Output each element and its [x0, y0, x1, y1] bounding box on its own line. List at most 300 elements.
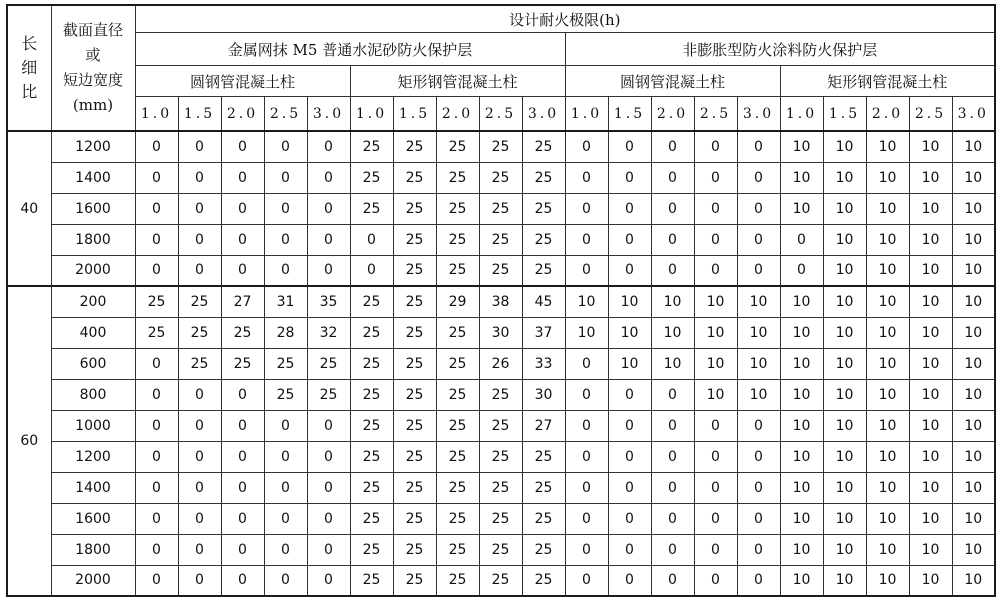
thickness-cell: 0: [178, 255, 221, 286]
thickness-cell: 29: [436, 286, 479, 317]
table-row: [7, 410, 995, 441]
table-row: [7, 131, 995, 162]
fire-limit-header: 设计耐火极限(h): [135, 5, 995, 33]
dimension-value: 200: [51, 286, 135, 317]
thickness-cell: 10: [780, 162, 823, 193]
thickness-cell: 10: [823, 534, 866, 565]
thickness-cell: 0: [135, 441, 178, 472]
document-page: [6, 4, 994, 597]
thickness-cell: 0: [221, 503, 264, 534]
thickness-cell: 25: [350, 348, 393, 379]
thickness-cell: 10: [909, 348, 952, 379]
thickness-cell: 10: [909, 441, 952, 472]
thickness-cell: 0: [651, 441, 694, 472]
hour-header-cell: 3.0: [522, 97, 565, 132]
thickness-cell: 25: [393, 503, 436, 534]
thickness-cell: 10: [780, 193, 823, 224]
thickness-cell: 25: [393, 224, 436, 255]
thickness-cell: 10: [780, 348, 823, 379]
dimension-value: 1600: [51, 503, 135, 534]
thickness-cell: 0: [565, 441, 608, 472]
thickness-cell: 10: [780, 503, 823, 534]
thickness-cell: 0: [737, 131, 780, 162]
thickness-cell: 0: [608, 224, 651, 255]
thickness-cell: 0: [694, 255, 737, 286]
thickness-cell: 25: [350, 286, 393, 317]
slenderness-value: 40: [7, 131, 51, 286]
thickness-cell: 10: [780, 286, 823, 317]
dimension-header-line: 或: [85, 46, 101, 64]
thickness-cell: 10: [823, 503, 866, 534]
thickness-cell: 10: [651, 317, 694, 348]
thickness-cell: 28: [264, 317, 307, 348]
thickness-cell: 0: [694, 131, 737, 162]
table-row: [7, 317, 995, 348]
table-row: [7, 162, 995, 193]
thickness-cell: 0: [307, 472, 350, 503]
thickness-cell: 25: [178, 286, 221, 317]
thickness-cell: 0: [135, 131, 178, 162]
thickness-cell: 0: [307, 441, 350, 472]
thickness-cell: 25: [221, 348, 264, 379]
thickness-cell: 25: [436, 317, 479, 348]
hour-header-cell: 1.0: [350, 97, 393, 132]
thickness-cell: 0: [737, 472, 780, 503]
thickness-cell: 25: [264, 379, 307, 410]
thickness-cell: 0: [608, 472, 651, 503]
thickness-cell: 10: [823, 317, 866, 348]
thickness-cell: 10: [909, 131, 952, 162]
thickness-cell: 10: [823, 565, 866, 596]
table-row: [7, 565, 995, 596]
table-row: [7, 379, 995, 410]
thickness-cell: 10: [737, 348, 780, 379]
column-type-header: 圆钢管混凝土柱: [565, 66, 780, 97]
thickness-cell: 0: [221, 162, 264, 193]
thickness-cell: 25: [393, 565, 436, 596]
hour-header-cell: 1.5: [608, 97, 651, 132]
thickness-cell: 10: [909, 379, 952, 410]
thickness-cell: 0: [651, 131, 694, 162]
thickness-cell: 25: [479, 441, 522, 472]
thickness-cell: 10: [565, 317, 608, 348]
table-row: [7, 503, 995, 534]
thickness-cell: 0: [135, 348, 178, 379]
thickness-cell: 0: [307, 131, 350, 162]
thickness-cell: 0: [135, 224, 178, 255]
table-row: [7, 255, 995, 286]
thickness-cell: 25: [479, 410, 522, 441]
thickness-cell: 0: [565, 348, 608, 379]
thickness-cell: 10: [866, 441, 909, 472]
thickness-cell: 0: [178, 534, 221, 565]
thickness-cell: 0: [178, 565, 221, 596]
thickness-cell: 0: [178, 224, 221, 255]
thickness-cell: 10: [565, 286, 608, 317]
dimension-header-line: (mm): [72, 96, 114, 114]
thickness-cell: 25: [307, 379, 350, 410]
dimension-value: 800: [51, 379, 135, 410]
thickness-cell: 0: [608, 441, 651, 472]
thickness-cell: 0: [651, 224, 694, 255]
thickness-cell: 0: [694, 162, 737, 193]
thickness-cell: 0: [694, 410, 737, 441]
slenderness-header-line: 长: [21, 34, 38, 53]
thickness-cell: 0: [221, 565, 264, 596]
thickness-cell: 10: [866, 472, 909, 503]
thickness-cell: 25: [436, 162, 479, 193]
thickness-cell: 10: [737, 317, 780, 348]
thickness-cell: 0: [135, 193, 178, 224]
thickness-cell: 0: [651, 379, 694, 410]
thickness-cell: 0: [307, 193, 350, 224]
hour-header-cell: 2.0: [436, 97, 479, 132]
table-row: [7, 441, 995, 472]
thickness-cell: 10: [952, 565, 995, 596]
thickness-cell: 25: [350, 441, 393, 472]
thickness-cell: 0: [780, 255, 823, 286]
thickness-cell: 35: [307, 286, 350, 317]
table-header: [7, 5, 995, 131]
thickness-cell: 0: [694, 565, 737, 596]
table-row: [7, 534, 995, 565]
thickness-cell: 25: [479, 255, 522, 286]
thickness-cell: 25: [393, 131, 436, 162]
thickness-cell: 0: [608, 534, 651, 565]
thickness-cell: 0: [565, 131, 608, 162]
thickness-cell: 0: [178, 410, 221, 441]
thickness-cell: 10: [737, 379, 780, 410]
thickness-cell: 10: [866, 286, 909, 317]
thickness-cell: 25: [479, 162, 522, 193]
hours-header-row: [7, 97, 995, 132]
thickness-cell: 0: [221, 255, 264, 286]
thickness-cell: 10: [780, 410, 823, 441]
thickness-cell: 25: [178, 348, 221, 379]
hour-header-cell: 2.5: [694, 97, 737, 132]
thickness-cell: 25: [522, 503, 565, 534]
slenderness-header-line: 比: [21, 82, 38, 101]
thickness-cell: 10: [909, 162, 952, 193]
thickness-cell: 10: [780, 472, 823, 503]
hour-header-cell: 1.5: [823, 97, 866, 132]
thickness-cell: 25: [436, 379, 479, 410]
thickness-cell: 0: [307, 255, 350, 286]
thickness-cell: 27: [221, 286, 264, 317]
thickness-cell: 10: [823, 410, 866, 441]
thickness-cell: 10: [823, 286, 866, 317]
thickness-cell: 10: [952, 162, 995, 193]
thickness-cell: 0: [694, 193, 737, 224]
thickness-cell: 0: [178, 162, 221, 193]
thickness-cell: 10: [909, 193, 952, 224]
thickness-cell: 25: [350, 565, 393, 596]
protection-type-header: 金属网抹 M5 普通水泥砂防火保护层: [135, 33, 565, 66]
thickness-cell: 0: [264, 255, 307, 286]
thickness-cell: 25: [479, 131, 522, 162]
thickness-cell: 30: [479, 317, 522, 348]
thickness-cell: 10: [909, 565, 952, 596]
thickness-cell: 0: [264, 441, 307, 472]
dimension-value: 1600: [51, 193, 135, 224]
thickness-cell: 10: [608, 286, 651, 317]
thickness-cell: 10: [952, 224, 995, 255]
thickness-cell: 10: [780, 317, 823, 348]
thickness-cell: 0: [565, 534, 608, 565]
thickness-cell: 10: [780, 565, 823, 596]
thickness-cell: 25: [436, 472, 479, 503]
dimension-value: 2000: [51, 565, 135, 596]
thickness-cell: 10: [866, 503, 909, 534]
thickness-cell: 0: [737, 503, 780, 534]
thickness-cell: 0: [651, 472, 694, 503]
thickness-cell: 30: [522, 379, 565, 410]
thickness-cell: 0: [264, 534, 307, 565]
dimension-header-line: 截面直径: [62, 21, 123, 39]
thickness-cell: 32: [307, 317, 350, 348]
thickness-cell: 10: [909, 534, 952, 565]
thickness-cell: 0: [565, 255, 608, 286]
thickness-cell: 0: [737, 255, 780, 286]
thickness-cell: 0: [264, 193, 307, 224]
thickness-cell: 0: [565, 193, 608, 224]
thickness-cell: 0: [307, 534, 350, 565]
thickness-cell: 25: [135, 286, 178, 317]
thickness-cell: 0: [608, 255, 651, 286]
thickness-cell: 0: [565, 472, 608, 503]
thickness-cell: 10: [694, 286, 737, 317]
thickness-cell: 25: [307, 348, 350, 379]
thickness-cell: 0: [264, 472, 307, 503]
slenderness-value: 60: [7, 286, 51, 596]
thickness-cell: 0: [737, 193, 780, 224]
column-type-header: 矩形钢管混凝土柱: [350, 66, 565, 97]
thickness-cell: 0: [608, 162, 651, 193]
thickness-cell: 0: [178, 131, 221, 162]
thickness-cell: 0: [651, 410, 694, 441]
hour-header-cell: 1.5: [393, 97, 436, 132]
thickness-cell: 25: [350, 410, 393, 441]
thickness-cell: 25: [479, 224, 522, 255]
thickness-cell: 25: [436, 255, 479, 286]
thickness-cell: 0: [651, 193, 694, 224]
table-body: [7, 131, 995, 596]
thickness-cell: 0: [737, 162, 780, 193]
thickness-cell: 25: [393, 441, 436, 472]
thickness-cell: 25: [522, 162, 565, 193]
thickness-cell: 10: [909, 503, 952, 534]
thickness-cell: 0: [608, 379, 651, 410]
dimension-value: 600: [51, 348, 135, 379]
dimension-value: 1800: [51, 534, 135, 565]
column-type-header: 矩形钢管混凝土柱: [780, 66, 995, 97]
thickness-cell: 0: [565, 410, 608, 441]
thickness-cell: 10: [952, 534, 995, 565]
thickness-cell: 25: [221, 317, 264, 348]
thickness-cell: 0: [221, 193, 264, 224]
table-row: [7, 224, 995, 255]
thickness-cell: 10: [952, 410, 995, 441]
thickness-cell: 0: [737, 565, 780, 596]
thickness-cell: 10: [823, 255, 866, 286]
hour-header-cell: 3.0: [307, 97, 350, 132]
thickness-cell: 0: [264, 565, 307, 596]
thickness-cell: 0: [307, 410, 350, 441]
table-row: [7, 348, 995, 379]
thickness-cell: 0: [651, 534, 694, 565]
thickness-cell: 0: [307, 162, 350, 193]
thickness-cell: 0: [565, 162, 608, 193]
thickness-cell: 10: [823, 472, 866, 503]
thickness-cell: 10: [694, 317, 737, 348]
thickness-cell: 10: [952, 317, 995, 348]
thickness-cell: 0: [737, 534, 780, 565]
thickness-cell: 10: [780, 131, 823, 162]
thickness-cell: 0: [135, 162, 178, 193]
thickness-cell: 0: [737, 224, 780, 255]
thickness-cell: 0: [651, 162, 694, 193]
thickness-cell: 0: [178, 441, 221, 472]
dimension-value: 1400: [51, 162, 135, 193]
slenderness-header-line: 细: [21, 58, 38, 77]
thickness-cell: 10: [952, 441, 995, 472]
thickness-cell: 0: [737, 441, 780, 472]
thickness-cell: 0: [135, 472, 178, 503]
thickness-cell: 10: [952, 131, 995, 162]
thickness-cell: 10: [952, 472, 995, 503]
thickness-cell: 10: [694, 379, 737, 410]
thickness-cell: 0: [221, 534, 264, 565]
thickness-cell: 10: [866, 193, 909, 224]
thickness-cell: 10: [823, 348, 866, 379]
thickness-cell: 10: [823, 441, 866, 472]
thickness-cell: 0: [264, 162, 307, 193]
thickness-cell: 0: [694, 472, 737, 503]
thickness-cell: 25: [522, 255, 565, 286]
thickness-cell: 26: [479, 348, 522, 379]
thickness-cell: 25: [522, 193, 565, 224]
thickness-cell: 0: [135, 379, 178, 410]
thickness-cell: 25: [436, 441, 479, 472]
thickness-cell: 0: [350, 255, 393, 286]
thickness-cell: 0: [221, 441, 264, 472]
thickness-cell: 0: [608, 565, 651, 596]
hour-header-cell: 2.0: [651, 97, 694, 132]
thickness-cell: 25: [522, 534, 565, 565]
thickness-cell: 0: [135, 534, 178, 565]
dimension-value: 1200: [51, 131, 135, 162]
thickness-cell: 0: [264, 503, 307, 534]
thickness-cell: 25: [350, 534, 393, 565]
thickness-cell: 25: [393, 534, 436, 565]
thickness-cell: 10: [952, 255, 995, 286]
thickness-cell: 0: [264, 224, 307, 255]
thickness-cell: 10: [823, 379, 866, 410]
table-row: [7, 472, 995, 503]
thickness-cell: 10: [909, 224, 952, 255]
thickness-cell: 0: [737, 410, 780, 441]
thickness-cell: 10: [952, 348, 995, 379]
thickness-cell: 25: [393, 193, 436, 224]
thickness-cell: 0: [651, 565, 694, 596]
thickness-cell: 10: [909, 255, 952, 286]
thickness-cell: 10: [780, 534, 823, 565]
table-row: [7, 193, 995, 224]
thickness-cell: 25: [436, 193, 479, 224]
thickness-cell: 25: [393, 255, 436, 286]
dimension-value: 400: [51, 317, 135, 348]
fire-protection-thickness-table: [6, 4, 996, 597]
thickness-cell: 10: [866, 317, 909, 348]
thickness-cell: 10: [866, 131, 909, 162]
thickness-cell: 25: [436, 565, 479, 596]
thickness-cell: 25: [436, 534, 479, 565]
thickness-cell: 25: [350, 317, 393, 348]
hour-header-cell: 3.0: [952, 97, 995, 132]
hour-header-cell: 3.0: [737, 97, 780, 132]
thickness-cell: 10: [909, 286, 952, 317]
thickness-cell: 10: [823, 193, 866, 224]
hour-header-cell: 2.0: [866, 97, 909, 132]
thickness-cell: 0: [178, 193, 221, 224]
hour-header-cell: 2.5: [909, 97, 952, 132]
thickness-cell: 25: [522, 224, 565, 255]
thickness-cell: 25: [393, 379, 436, 410]
thickness-cell: 25: [479, 193, 522, 224]
thickness-cell: 0: [307, 224, 350, 255]
thickness-cell: 0: [307, 503, 350, 534]
hour-header-cell: 2.0: [221, 97, 264, 132]
dimension-value: 1800: [51, 224, 135, 255]
thickness-cell: 25: [393, 286, 436, 317]
thickness-cell: 0: [350, 224, 393, 255]
thickness-cell: 45: [522, 286, 565, 317]
thickness-cell: 0: [694, 503, 737, 534]
thickness-cell: 0: [178, 503, 221, 534]
thickness-cell: 25: [264, 348, 307, 379]
thickness-cell: 10: [952, 379, 995, 410]
thickness-cell: 25: [350, 162, 393, 193]
thickness-cell: 0: [178, 379, 221, 410]
thickness-cell: 0: [651, 255, 694, 286]
thickness-cell: 25: [350, 131, 393, 162]
thickness-cell: 25: [436, 224, 479, 255]
table-row: [7, 286, 995, 317]
thickness-cell: 25: [393, 162, 436, 193]
thickness-cell: 0: [565, 379, 608, 410]
thickness-cell: 25: [350, 379, 393, 410]
thickness-cell: 25: [350, 472, 393, 503]
thickness-cell: 25: [522, 472, 565, 503]
hour-header-cell: 1.0: [565, 97, 608, 132]
thickness-cell: 25: [479, 534, 522, 565]
thickness-cell: 25: [393, 410, 436, 441]
thickness-cell: 0: [264, 131, 307, 162]
protection-type-header: 非膨胀型防火涂料防火保护层: [565, 33, 995, 66]
thickness-cell: 10: [823, 224, 866, 255]
thickness-cell: 10: [866, 348, 909, 379]
thickness-cell: 25: [393, 472, 436, 503]
thickness-cell: 10: [952, 193, 995, 224]
thickness-cell: 25: [522, 565, 565, 596]
thickness-cell: 10: [608, 348, 651, 379]
thickness-cell: 0: [178, 472, 221, 503]
thickness-cell: 10: [780, 379, 823, 410]
thickness-cell: 0: [651, 503, 694, 534]
thickness-cell: 0: [608, 503, 651, 534]
thickness-cell: 10: [909, 410, 952, 441]
dimension-value: 1200: [51, 441, 135, 472]
